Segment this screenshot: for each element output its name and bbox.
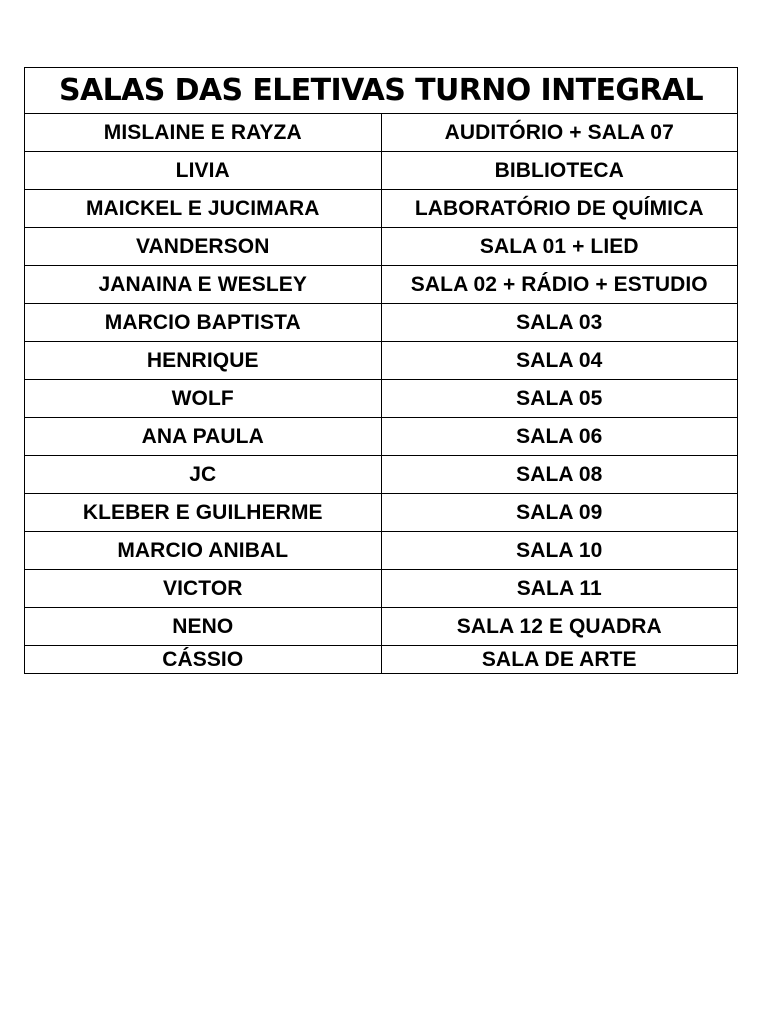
teacher-name-cell: VICTOR bbox=[25, 570, 382, 608]
teacher-name-cell: JANAINA E WESLEY bbox=[25, 266, 382, 304]
room-cell: SALA 04 bbox=[381, 342, 738, 380]
teacher-name-cell: JC bbox=[25, 456, 382, 494]
room-cell: SALA 12 E QUADRA bbox=[381, 608, 738, 646]
teacher-name-cell: MARCIO BAPTISTA bbox=[25, 304, 382, 342]
table-row bbox=[25, 342, 738, 380]
table-row bbox=[25, 570, 738, 608]
teacher-name-cell: KLEBER E GUILHERME bbox=[25, 494, 382, 532]
table-row bbox=[25, 152, 738, 190]
teacher-name-cell: CÁSSIO bbox=[25, 646, 382, 674]
teacher-name-cell: WOLF bbox=[25, 380, 382, 418]
table-row bbox=[25, 304, 738, 342]
teacher-name-cell: VANDERSON bbox=[25, 228, 382, 266]
table-row bbox=[25, 266, 738, 304]
room-cell: SALA 02 + RÁDIO + ESTUDIO bbox=[381, 266, 738, 304]
room-cell: SALA 11 bbox=[381, 570, 738, 608]
table-row bbox=[25, 228, 738, 266]
teacher-name-cell: ANA PAULA bbox=[25, 418, 382, 456]
room-cell: SALA 05 bbox=[381, 380, 738, 418]
teacher-name-cell: MARCIO ANIBAL bbox=[25, 532, 382, 570]
teacher-name-cell: HENRIQUE bbox=[25, 342, 382, 380]
teacher-name-cell: LIVIA bbox=[25, 152, 382, 190]
table-row bbox=[25, 532, 738, 570]
table-row bbox=[25, 190, 738, 228]
table-row bbox=[25, 494, 738, 532]
table-row bbox=[25, 418, 738, 456]
table-title: SALAS DAS ELETIVAS TURNO INTEGRAL bbox=[25, 68, 738, 114]
table-row bbox=[25, 380, 738, 418]
room-cell: AUDITÓRIO + SALA 07 bbox=[381, 114, 738, 152]
table-row bbox=[25, 646, 738, 674]
table-row bbox=[25, 114, 738, 152]
table-title-row bbox=[25, 68, 738, 114]
room-cell: SALA 09 bbox=[381, 494, 738, 532]
room-cell: SALA DE ARTE bbox=[381, 646, 738, 674]
room-cell: LABORATÓRIO DE QUÍMICA bbox=[381, 190, 738, 228]
room-cell: SALA 01 + LIED bbox=[381, 228, 738, 266]
room-cell: BIBLIOTECA bbox=[381, 152, 738, 190]
room-cell: SALA 06 bbox=[381, 418, 738, 456]
teacher-name-cell: NENO bbox=[25, 608, 382, 646]
room-cell: SALA 10 bbox=[381, 532, 738, 570]
room-cell: SALA 03 bbox=[381, 304, 738, 342]
table-row bbox=[25, 456, 738, 494]
teacher-name-cell: MAICKEL E JUCIMARA bbox=[25, 190, 382, 228]
table-row bbox=[25, 608, 738, 646]
teacher-name-cell: MISLAINE E RAYZA bbox=[25, 114, 382, 152]
room-cell: SALA 08 bbox=[381, 456, 738, 494]
elective-rooms-table bbox=[24, 67, 738, 674]
